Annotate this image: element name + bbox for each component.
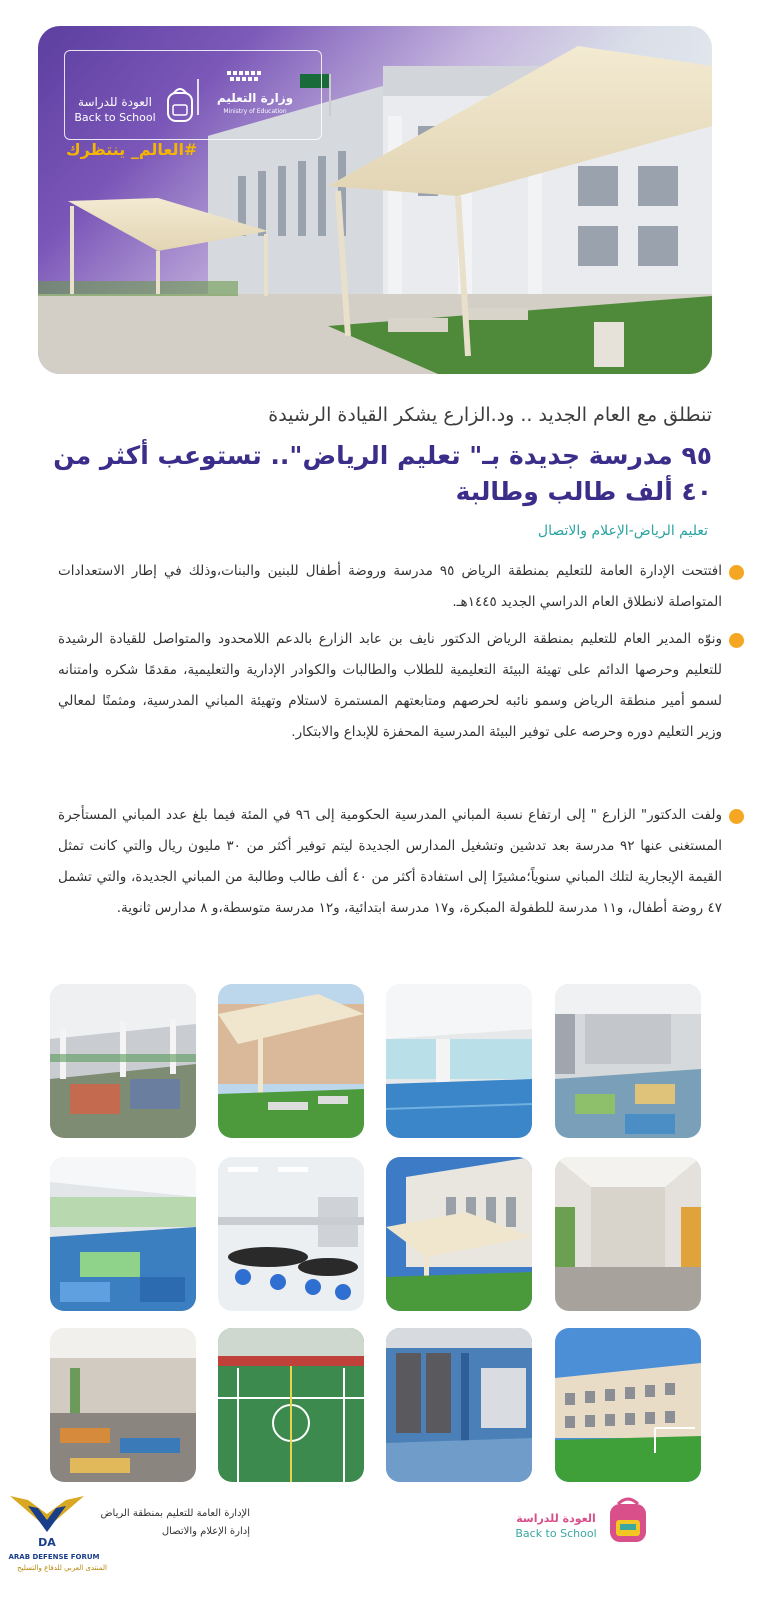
logo-divider bbox=[197, 79, 199, 115]
gallery-photo bbox=[50, 1328, 196, 1482]
school-exterior-photo bbox=[555, 1328, 701, 1482]
watermark-line1: ARAB DEFENSE FORUM bbox=[8, 1553, 100, 1561]
sub-headline: تنطلق مع العام الجديد .. ود.الزارع يشكر القيادة الرشيدة bbox=[268, 404, 712, 426]
gallery-photo bbox=[555, 1328, 701, 1482]
gallery-photo bbox=[386, 1157, 532, 1311]
campaign-logo-box bbox=[64, 50, 322, 140]
gallery-photo bbox=[555, 984, 701, 1138]
bullet-icon bbox=[729, 565, 744, 580]
bullet-icon bbox=[729, 809, 744, 824]
campaign-name-ar: العودة للدراسة bbox=[78, 95, 152, 109]
ministry-logo-icon bbox=[223, 69, 267, 93]
paragraph-3 bbox=[58, 800, 722, 924]
watermark-line2: المنتدى العربي للدفاع والتسليح bbox=[17, 1564, 107, 1572]
gallery-photo bbox=[50, 1157, 196, 1311]
colored-hall-photo bbox=[50, 1328, 196, 1482]
gallery-photo bbox=[555, 1157, 701, 1311]
forum-logo-icon bbox=[6, 1488, 88, 1554]
interior-hall-photo bbox=[555, 984, 701, 1138]
ministry-name-en: Ministry of Education bbox=[223, 108, 287, 115]
shaded-playground-photo bbox=[218, 984, 364, 1138]
footer-campaign-en: Back to School bbox=[515, 1527, 597, 1540]
corridor-photo bbox=[555, 1157, 701, 1311]
hashtag: #العالم_ ينتظرك bbox=[66, 140, 198, 159]
article-source: تعليم الرياض-الإعلام والاتصال bbox=[537, 523, 708, 539]
paragraph-text: ولفت الدكتور" الزارع " إلى ارتفاع نسبة المباني المدرسية الحكومية إلى ٩٦ في المئة فيما بلغ عدد المباني المستأجرة المستغنى عنها ٩٢ مدرسة بعد تدشين وتشغيل المدارس الجديدة ليتم توفير أكثر من ٣٠ مليون ريال والتي كانت تمثل القيمة الإيجارية لتلك المباني سنوياً؛مشيرًا إلى استفادة أكثر من ٤٠ ألف طالب وطالبة من المباني الجديدة، والتي تشمل ٤٧ روضة أطفال، و١١ مدرسة للطفولة المبكرة، و١٧ مدرسة ابتدائية، و١٢ مدرسة متوسطة،و ٨ مدارس ثانوية. bbox=[58, 807, 723, 916]
svg-text:DA: DA bbox=[38, 1536, 56, 1549]
footer-campaign-ar: العودة للدراسة bbox=[516, 1512, 596, 1525]
gallery-photo bbox=[386, 1328, 532, 1482]
backpack-icon bbox=[604, 1494, 652, 1546]
sports-court-photo bbox=[218, 1328, 364, 1482]
gallery-photo bbox=[386, 984, 532, 1138]
campaign-name-en: Back to School bbox=[74, 111, 156, 124]
paragraph-2 bbox=[58, 624, 722, 748]
covered-courtyard-photo bbox=[50, 984, 196, 1138]
paragraph-text: افتتحت الإدارة العامة للتعليم بمنطقة الرياض ٩٥ مدرسة وروضة أطفال للبنين والبنات،وذلك في إطار الاستعدادات المتواصلة لانطلاق العام الدراسي الجديد ١٤٤٥هـ. bbox=[58, 563, 722, 610]
gallery-photo bbox=[218, 984, 364, 1138]
gallery-photo bbox=[218, 1328, 364, 1482]
gallery-photo bbox=[218, 1157, 364, 1311]
paragraph-text: ونوّه المدير العام للتعليم بمنطقة الرياض الدكتور نايف بن عابد الزارع بالدعم اللامحدود والمتواصل للقيادة الرشيدة للتعليم وحرصها الدائم على تهيئة البيئة التعليمية للطلاب والطالبات والكوادر الإدارية والتعليمية، مقدمًا شكره وامتنانه لسمو أمير منطقة الرياض وسمو نائبه لحرصهم ومتابعتهم المستمرة لاستلام وتهيئة المباني المدرسية، ومثمنًا لمعالي وزير التعليم دوره وحرصه على توفير البيئة المدرسية المحفزة للإبداع والابتكار. bbox=[58, 631, 722, 740]
restroom-photo bbox=[386, 1328, 532, 1482]
gallery-photo bbox=[50, 984, 196, 1138]
ministry-name: وزارة التعليم bbox=[216, 91, 294, 105]
paragraph-1 bbox=[58, 556, 722, 618]
bullet-icon bbox=[729, 633, 744, 648]
building-shade-photo bbox=[386, 1157, 532, 1311]
hero-image bbox=[38, 26, 712, 374]
science-lab-photo bbox=[218, 1157, 364, 1311]
blue-floor-hall-photo bbox=[386, 984, 532, 1138]
green-floor-hall-photo bbox=[50, 1157, 196, 1311]
org-line-2: إدارة الإعلام والاتصال bbox=[161, 1526, 250, 1537]
org-line-1: الإدارة العامة للتعليم بمنطقة الرياض bbox=[100, 1508, 250, 1519]
backpack-icon bbox=[163, 85, 197, 125]
page-title: ٩٥ مدرسة جديدة بـ" تعليم الرياض".. تستوعب أكثر من ٤٠ ألف طالب وطالبة bbox=[53, 441, 712, 506]
